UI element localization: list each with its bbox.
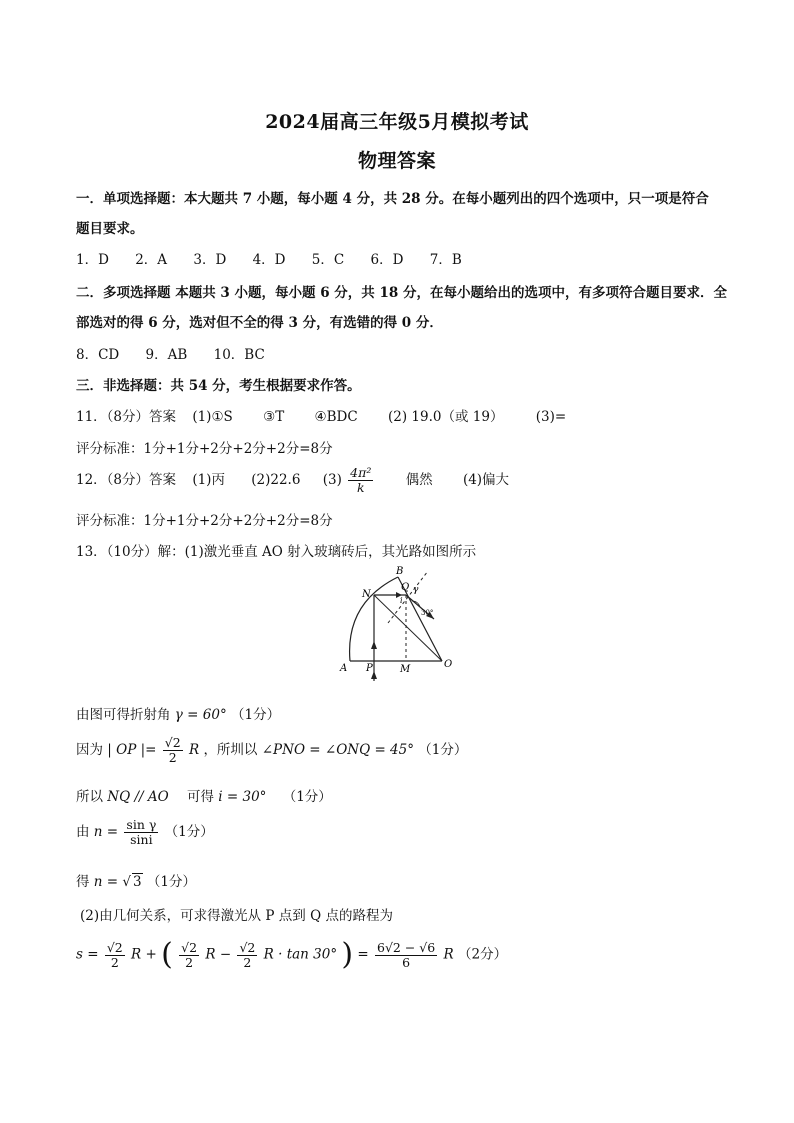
section2-answers: [76, 343, 287, 363]
label-a: A: [340, 663, 348, 674]
q13-line1: [76, 703, 280, 723]
q13-line6: (2)由几何关系，可求得激光从 P 点到 Q 点的路程为: [80, 908, 393, 924]
s-minus: −: [219, 946, 232, 963]
q12-part2: (2)22.6: [251, 472, 301, 488]
ray-arrow-up: [371, 641, 377, 649]
q11-answer: [76, 405, 566, 425]
section1-heading-line2: 题目要求。: [76, 221, 144, 237]
q13-l4-score: （1分）: [164, 824, 214, 840]
label-i: i: [400, 596, 403, 605]
left-paren: (: [161, 937, 173, 972]
q12-frac-denominator: k: [356, 480, 365, 495]
q13-l2-mid: ，所圳以: [203, 742, 258, 758]
q13-l4-fraction: [124, 818, 158, 847]
q12-part1: (1)丙: [192, 472, 225, 488]
s-term3-den: 2: [243, 954, 252, 970]
section1-heading-line1: 一．单项选择题：本大题共 7 小题，每小题 4 分，共 28 分。在每小题列出的四个选项中，只一项是符合: [76, 191, 709, 207]
answer-9: 9．AB: [145, 347, 188, 363]
q13-l5-sqrt: 3: [133, 874, 142, 890]
answer-3: 3．D: [193, 252, 227, 268]
answer-6: 6．D: [370, 252, 404, 268]
q13-l2-num: √2: [164, 735, 181, 750]
answer-8: 8．CD: [76, 347, 120, 363]
q12-part3-label: (3): [322, 472, 342, 488]
s-term3-num: √2: [239, 939, 256, 955]
section2-heading-line1: 二．多项选择题 本题共 3 小题，每小题 6 分，共 18 分，在每小题给出的选项中，有多项符合题目要求．全: [76, 285, 727, 301]
q12-scoring: 评分标准：1分+1分+2分+2分+2分=8分: [76, 513, 333, 529]
page-subtitle: 物理答案: [357, 150, 436, 172]
label-n: N: [362, 589, 371, 600]
s-result-fraction: [375, 941, 437, 970]
q13-l1-formula: γ = 60°: [174, 707, 227, 723]
q13-l2-r: R: [188, 742, 200, 758]
q13-l3-text: 所以: [76, 789, 103, 805]
q13-l4-num: sin γ: [126, 817, 157, 832]
q13-l4-den: sini: [130, 832, 153, 847]
q13-path-formula: [76, 937, 508, 972]
q13-intro: 13．（10分）解：(1)激光垂直 AO 射入玻璃砖后，其光路如图所示: [76, 544, 477, 560]
s-tan-term: R · tan 30°: [263, 946, 338, 963]
label-30deg: 30°: [421, 609, 434, 617]
s-term2-num: √2: [181, 939, 198, 955]
s-term1-den: 2: [110, 954, 119, 970]
q12-answer: [76, 466, 509, 495]
page-title: 2024届高三年级5月模拟考试: [265, 111, 529, 133]
q13-l5-text: 得: [76, 874, 90, 890]
s-score: （2分）: [458, 946, 508, 963]
answer-1: 1．D: [76, 252, 109, 268]
q11-part1: (1)①S: [192, 409, 233, 425]
q12-part3-fraction: [348, 466, 373, 495]
q13-l2-fraction: [163, 736, 183, 765]
q13-l1-text: 由图可得折射角: [76, 707, 171, 723]
q11-part5: (3)=: [535, 409, 567, 425]
label-gamma: γ: [413, 585, 419, 595]
s-plus: +: [145, 946, 157, 963]
q11-scoring: 评分标准：1分+1分+2分+2分+2分=8分: [76, 441, 333, 457]
q12-label: 12．（8分）答案: [76, 472, 177, 488]
section3-heading: 三．非选择题：共 54 分，考生根据要求作答。: [76, 378, 361, 394]
q13-l3-formula: NQ // AO: [107, 789, 169, 805]
q13-l5-n: n =: [93, 874, 119, 890]
q13-line5: 得 n = √ 3 （1分）: [76, 874, 196, 890]
s-term2-den: 2: [185, 954, 194, 970]
label-p: P: [366, 663, 373, 674]
q13-l4-text: 由: [76, 824, 90, 840]
q11-part4: (2) 19.0（或 19）: [388, 409, 504, 425]
right-paren: ): [341, 937, 354, 972]
line-no: [374, 595, 442, 661]
q12-frac-numerator: 4π²: [350, 465, 372, 480]
answer-10: 10．BC: [213, 347, 265, 363]
q13-l3-formula2: i = 30°: [218, 789, 267, 805]
label-o: O: [444, 659, 453, 670]
q13-l5-score: （1分）: [146, 874, 196, 890]
s-result-den: 6: [402, 954, 411, 970]
q11-part2: ③T: [263, 409, 285, 425]
s-term1-r: R: [131, 946, 142, 963]
q13-l1-score: （1分）: [230, 707, 281, 723]
s-term1-num: √2: [106, 939, 123, 955]
answer-4: 4．D: [252, 252, 286, 268]
s-term2-r: R: [205, 946, 216, 963]
q13-l3-mid: 可得: [186, 789, 214, 805]
s-equals: =: [357, 946, 369, 963]
q13-l2-text: 因为: [76, 742, 103, 758]
section2-heading-line2: 部选对的得 6 分，选对但不全的得 3 分，有选错的得 0 分．: [76, 315, 443, 331]
q11-part3: ④BDC: [314, 409, 358, 425]
q13-l4-n: n =: [93, 824, 119, 840]
section1-answers: [76, 248, 484, 268]
label-q: Q: [401, 582, 410, 593]
q13-line3: [76, 785, 332, 805]
q12-part5: (4)偏大: [462, 472, 510, 488]
s-term2-fraction: [179, 941, 199, 970]
q13-l2-formula: ∠PNO = ∠ONQ = 45°: [261, 742, 414, 758]
answer-5: 5．C: [311, 252, 345, 268]
q13-line2: [76, 736, 467, 765]
s-term3-fraction: [237, 941, 257, 970]
label-b: B: [396, 566, 404, 577]
s-term1-fraction: [105, 941, 125, 970]
q11-label: 11．（8分）答案: [76, 409, 177, 425]
answer-2: 2．A: [135, 252, 168, 268]
s-result-r: R: [443, 946, 454, 963]
s-label: s =: [76, 946, 99, 963]
label-m: M: [400, 664, 411, 675]
q13-l2-op: | OP |=: [107, 742, 157, 758]
q12-part4: 偶然: [405, 472, 433, 488]
q13-line4: [76, 818, 214, 847]
answer-7: 7．B: [429, 252, 462, 268]
q13-l2-score: （1分）: [418, 742, 468, 758]
light-path-diagram: [330, 563, 460, 688]
s-result-num: 6√2 − √6: [377, 939, 436, 955]
q13-l3-score: （1分）: [282, 789, 332, 805]
q13-l2-den: 2: [168, 750, 177, 765]
